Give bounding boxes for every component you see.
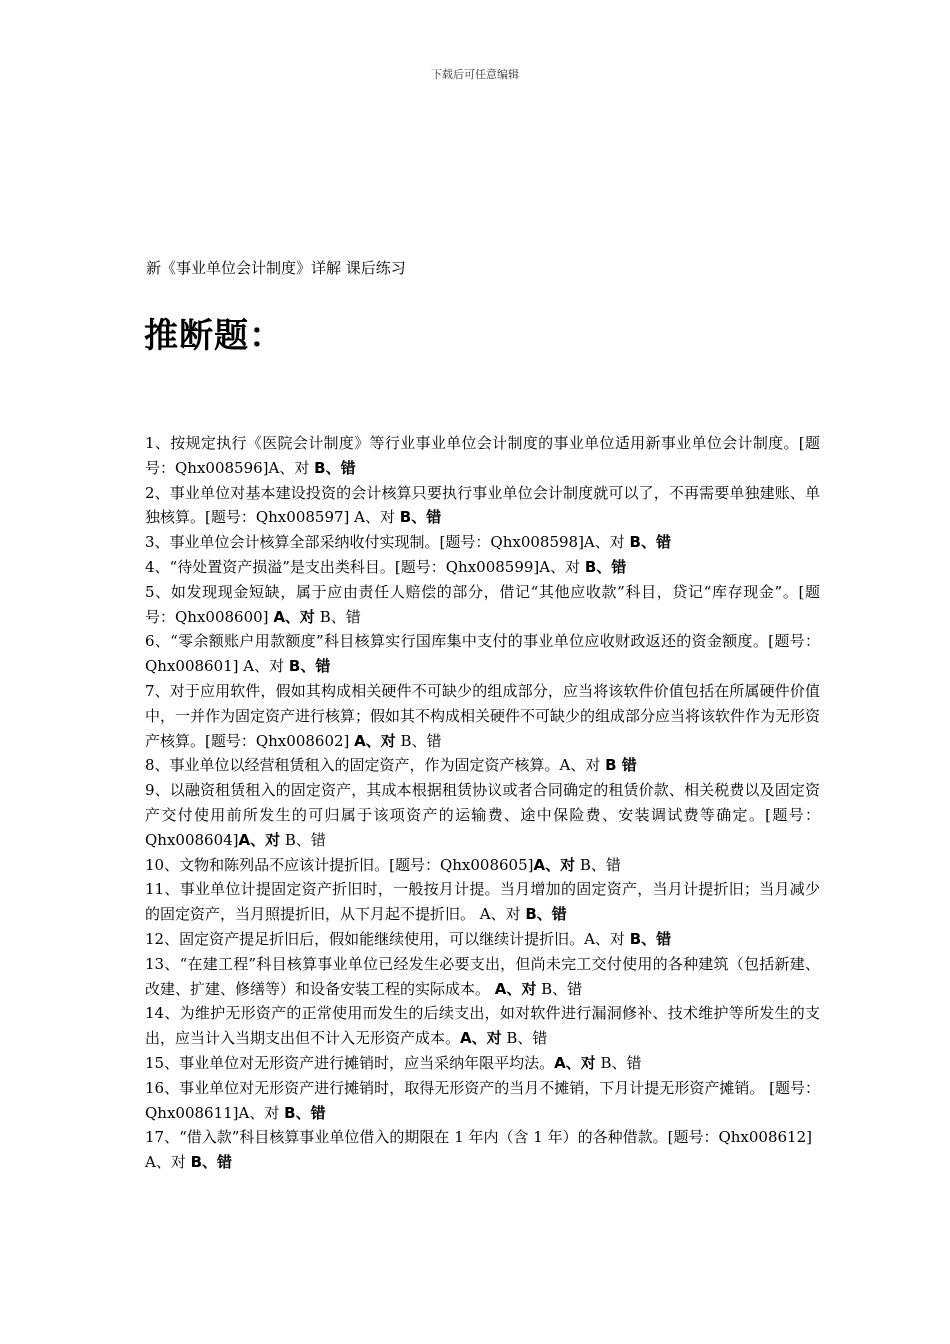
question-10	[145, 853, 820, 878]
answer-bold: B、错	[284, 1103, 326, 1122]
answer-bold: B、错	[288, 657, 331, 676]
answer-tail: B、错	[314, 607, 361, 626]
question-text: A、对	[145, 1153, 191, 1172]
answer-bold: B、错	[190, 1153, 233, 1172]
question-text: 7、对于应用软件，假如其构成相关硬件不可缺少的组成部分，应当将该软件价值包括在所属硬件价值中，一并作为固定资产进行核算；假如其不构成相关硬件不可缺少的组成部分应当将该软件作为无形资产核算。[题号：Qhx008602]	[145, 681, 821, 750]
question-17-options	[145, 1150, 820, 1175]
answer-tail: B、错	[575, 855, 621, 874]
answer-tail: B、错	[536, 979, 583, 998]
question-text: 15、事业单位对无形资产进行摊销时，应当采纳年限平均法。	[145, 1053, 555, 1072]
answer-tail: B、错	[280, 830, 326, 849]
question-text: 3、事业单位会计核算全部采纳收付实现制。[题号：Qhx008598]A、对	[145, 533, 630, 552]
answer-bold: B、错	[629, 533, 671, 552]
question-text: 4、“待处置资产损溢”是支出类科目。[题号：Qhx008599]A、对	[145, 557, 585, 576]
question-5	[145, 580, 820, 630]
question-2	[145, 481, 820, 531]
question-text: 1、按规定执行《医院会计制度》等行业事业单位会计制度的事业单位适用新事业单位会计制度。[题号：Qhx008596]A、对	[145, 434, 820, 477]
question-6	[145, 629, 820, 679]
question-4	[145, 555, 820, 580]
answer-tail: B、错	[501, 1029, 548, 1048]
answer-bold: B、错	[584, 557, 627, 576]
answer-bold: B 错	[605, 756, 637, 775]
question-text: 8、事业单位以经营租赁租入的固定资产，作为固定资产核算。A、对	[145, 756, 606, 775]
question-text: 14、为维护无形资产的正常使用而发生的后续支出，如对软件进行漏洞修补、技术维护等所发生的支出，应当计入当期支出但不计入无形资产成本。	[145, 1004, 820, 1048]
question-9	[145, 778, 820, 852]
question-1	[145, 431, 820, 481]
answer-bold: A、对	[494, 979, 537, 998]
question-text: 9、以融资租赁租入的固定资产，其成本根据租赁协议或者合同确定的租赁价款、相关税费以及固定资产交付使用前所发生的可归属于该项资产的运输费、途中保险费、安装调试费等确定。[题号：Qhx008604]	[145, 781, 820, 849]
answer-bold: A、对	[354, 731, 396, 750]
question-text: 5、如发现现金短缺，属于应由责任人赔偿的部分，借记“其他应收款”科目，贷记“库存现金”。[题号：Qhx008600]	[145, 582, 820, 626]
question-text: 12、固定资产提足折旧后，假如能继续使用，可以继续计提折旧。A、对	[145, 929, 630, 948]
header-note: 下载后可任意编辑	[431, 68, 519, 81]
question-12	[145, 927, 820, 952]
question-15	[145, 1051, 820, 1076]
question-16	[145, 1076, 820, 1126]
question-text: 10、文物和陈列品不应该计提折旧。[题号：Qhx008605]	[145, 855, 534, 874]
question-text: 6、“零余额账户用款额度”科目核算实行国库集中支付的事业单位应收财政返还的资金额度。[题号：Qhx008601] A、对	[145, 632, 820, 676]
answer-bold: B、错	[629, 929, 672, 948]
answer-bold: A、对	[554, 1053, 596, 1072]
question-14	[145, 1001, 820, 1051]
answer-bold: A、对	[460, 1029, 502, 1048]
question-text: 16、事业单位对无形资产进行摊销时，取得无形资产的当月不摊销，下月计提无形资产摊销。 [题号：Qhx008611]A、对	[145, 1078, 820, 1122]
section-heading: 推断题：	[144, 316, 284, 356]
answer-bold: B、错	[399, 508, 442, 527]
question-list	[145, 431, 820, 1175]
question-text: 17、“借入款”科目核算事业单位借入的期限在 1 年内（含 1 年）的各种借款。[题号：Qhx008612]	[145, 1128, 812, 1147]
answer-bold: A、对	[533, 855, 576, 874]
question-text: 2、事业单位对基本建设投资的会计核算只要执行事业单位会计制度就可以了，不再需要单独建账、单独核算。[题号：Qhx008597] A、对	[145, 483, 820, 527]
answer-tail: B、错	[395, 731, 442, 750]
question-17	[145, 1125, 820, 1150]
answer-bold: B、错	[314, 458, 356, 477]
document-title: 新《事业单位会计制度》详解 课后练习	[146, 259, 406, 277]
question-11	[145, 877, 820, 927]
question-text: 13、“在建工程”科目核算事业单位已经发生必要支出，但尚未完工交付使用的各种建筑（包括新建、改建、扩建、修缮等）和设备安装工程的实际成本。	[145, 954, 820, 998]
answer-bold: A、对	[238, 830, 281, 849]
question-3	[145, 530, 820, 555]
answer-tail: B、错	[595, 1053, 642, 1072]
question-13	[145, 952, 820, 1002]
answer-bold: B、错	[525, 905, 567, 924]
question-text: 11、事业单位计提固定资产折旧时，一般按月计提。当月增加的固定资产，当月计提折旧；当月减少的固定资产，当月照提折旧，从下月起不提折旧。 A、对	[145, 880, 820, 924]
question-8	[145, 753, 820, 778]
answer-bold: A、对	[273, 607, 315, 626]
question-7	[145, 679, 820, 753]
